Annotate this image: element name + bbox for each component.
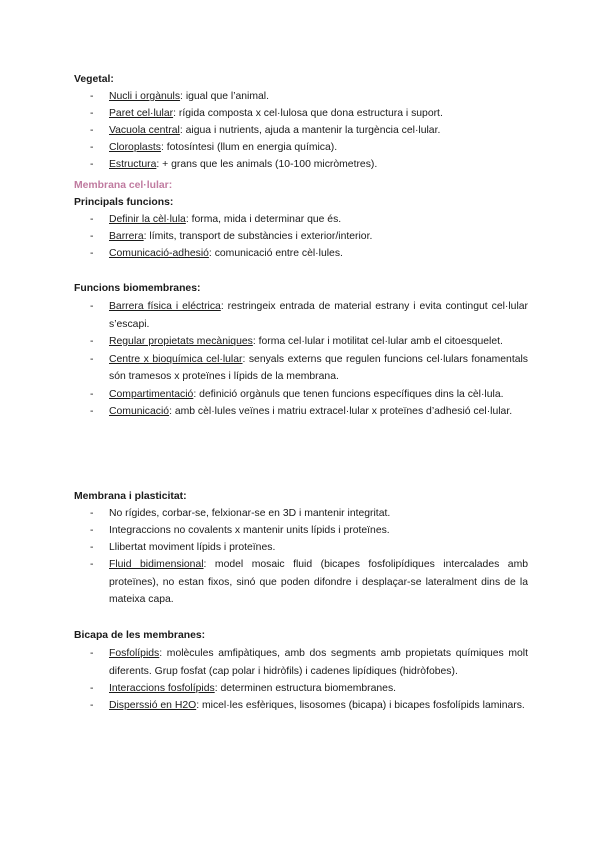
section-vegetal (74, 71, 528, 173)
list-item: - Integraccions no covalents x mantenir units lípids i proteïnes. (90, 525, 390, 536)
list-item: - Comunicació-adhesió: comunicació entre cèl·lules. (90, 248, 343, 259)
list-item: - No rígides, corbar-se, felxionar-se en 3D i mantenir integritat. (90, 508, 391, 519)
list-item: - Definir la cèl·lula: forma, mida i determinar que és. (90, 214, 342, 225)
list-item: - Llibertat moviment lípids i proteïnes. (90, 542, 276, 553)
list-item: - Regular propietats mecàniques: forma cel·lular i motilitat cel·lular amb el citoesquelet. (90, 336, 503, 347)
list-item: - Disperssió en H2O: micel·les esfèriques, lisosomes (bicapa) i bicapes fosfolípids laminars. (90, 700, 525, 711)
list-item: - Paret cel·lular: rígida composta x cel·lulosa que dona estructura i suport. (90, 108, 443, 119)
section-plasticitat (74, 488, 528, 609)
section-heading: Bicapa de les membranes: (74, 630, 206, 641)
list-item: - Vacuola central: aigua i nutrients, ajuda a mantenir la turgència cel·lular. (90, 125, 441, 136)
section-heading-pink: Membrana cel·lular: (74, 180, 173, 191)
section-heading: Funcions biomembranes: (74, 283, 201, 294)
list-item: - Interaccions fosfolípids: determinen estructura biomembranes. (90, 683, 397, 694)
section-membrana (74, 177, 528, 262)
list-item: - Nucli i orgànuls: igual que l’animal. (90, 91, 269, 102)
section-funcions (74, 280, 528, 421)
list-item: - Barrera física i eléctrica: restringeix entrada de material estrany i evita contingut cel·lular s’escapi. (90, 301, 528, 330)
subsection-heading: Principals funcions: (74, 197, 174, 208)
section-heading: Membrana i plasticitat: (74, 491, 187, 502)
list-item: - Compartimentació: definició orgànuls que tenen funcions específiques dins la cèl·lula. (90, 388, 504, 400)
list-item: - Fluid bidimensional: model mosaic fluid (bicapes fosfolipídiques intercalades amb proteïnes), no estan fixos, sinó que poden difondre i desplaçar-se lateralment dins de la mateixa capa. (90, 559, 529, 605)
list-item: - Centre x bioquímica cel·lular: senyals externs que regulen funcions cel·lulars fonamentals són tramesos x proteïnes i lípids de la membrana. (90, 353, 528, 382)
list-item: - Fosfolípids: molècules amfipàtiques, amb dos segments amb propietats químiques molt diferents. Grup fosfat (cap polar i hidròfils) i cadenes lipídiques (hidròfobes). (90, 648, 528, 677)
list-item: - Barrera: límits, transport de substàncies i exterior/interior. (90, 231, 373, 242)
list-item: - Comunicació: amb cèl·lules veïnes i matriu extracel·lular x proteïnes d’adhesió cel·lular. (90, 406, 513, 417)
section-bicapa (74, 627, 528, 715)
section-heading: Vegetal: (74, 74, 114, 85)
list-item: - Cloroplasts: fotosíntesi (llum en energia química). (90, 142, 338, 153)
list-item: - Estructura: + grans que les animals (10-100 micròmetres). (90, 159, 378, 170)
